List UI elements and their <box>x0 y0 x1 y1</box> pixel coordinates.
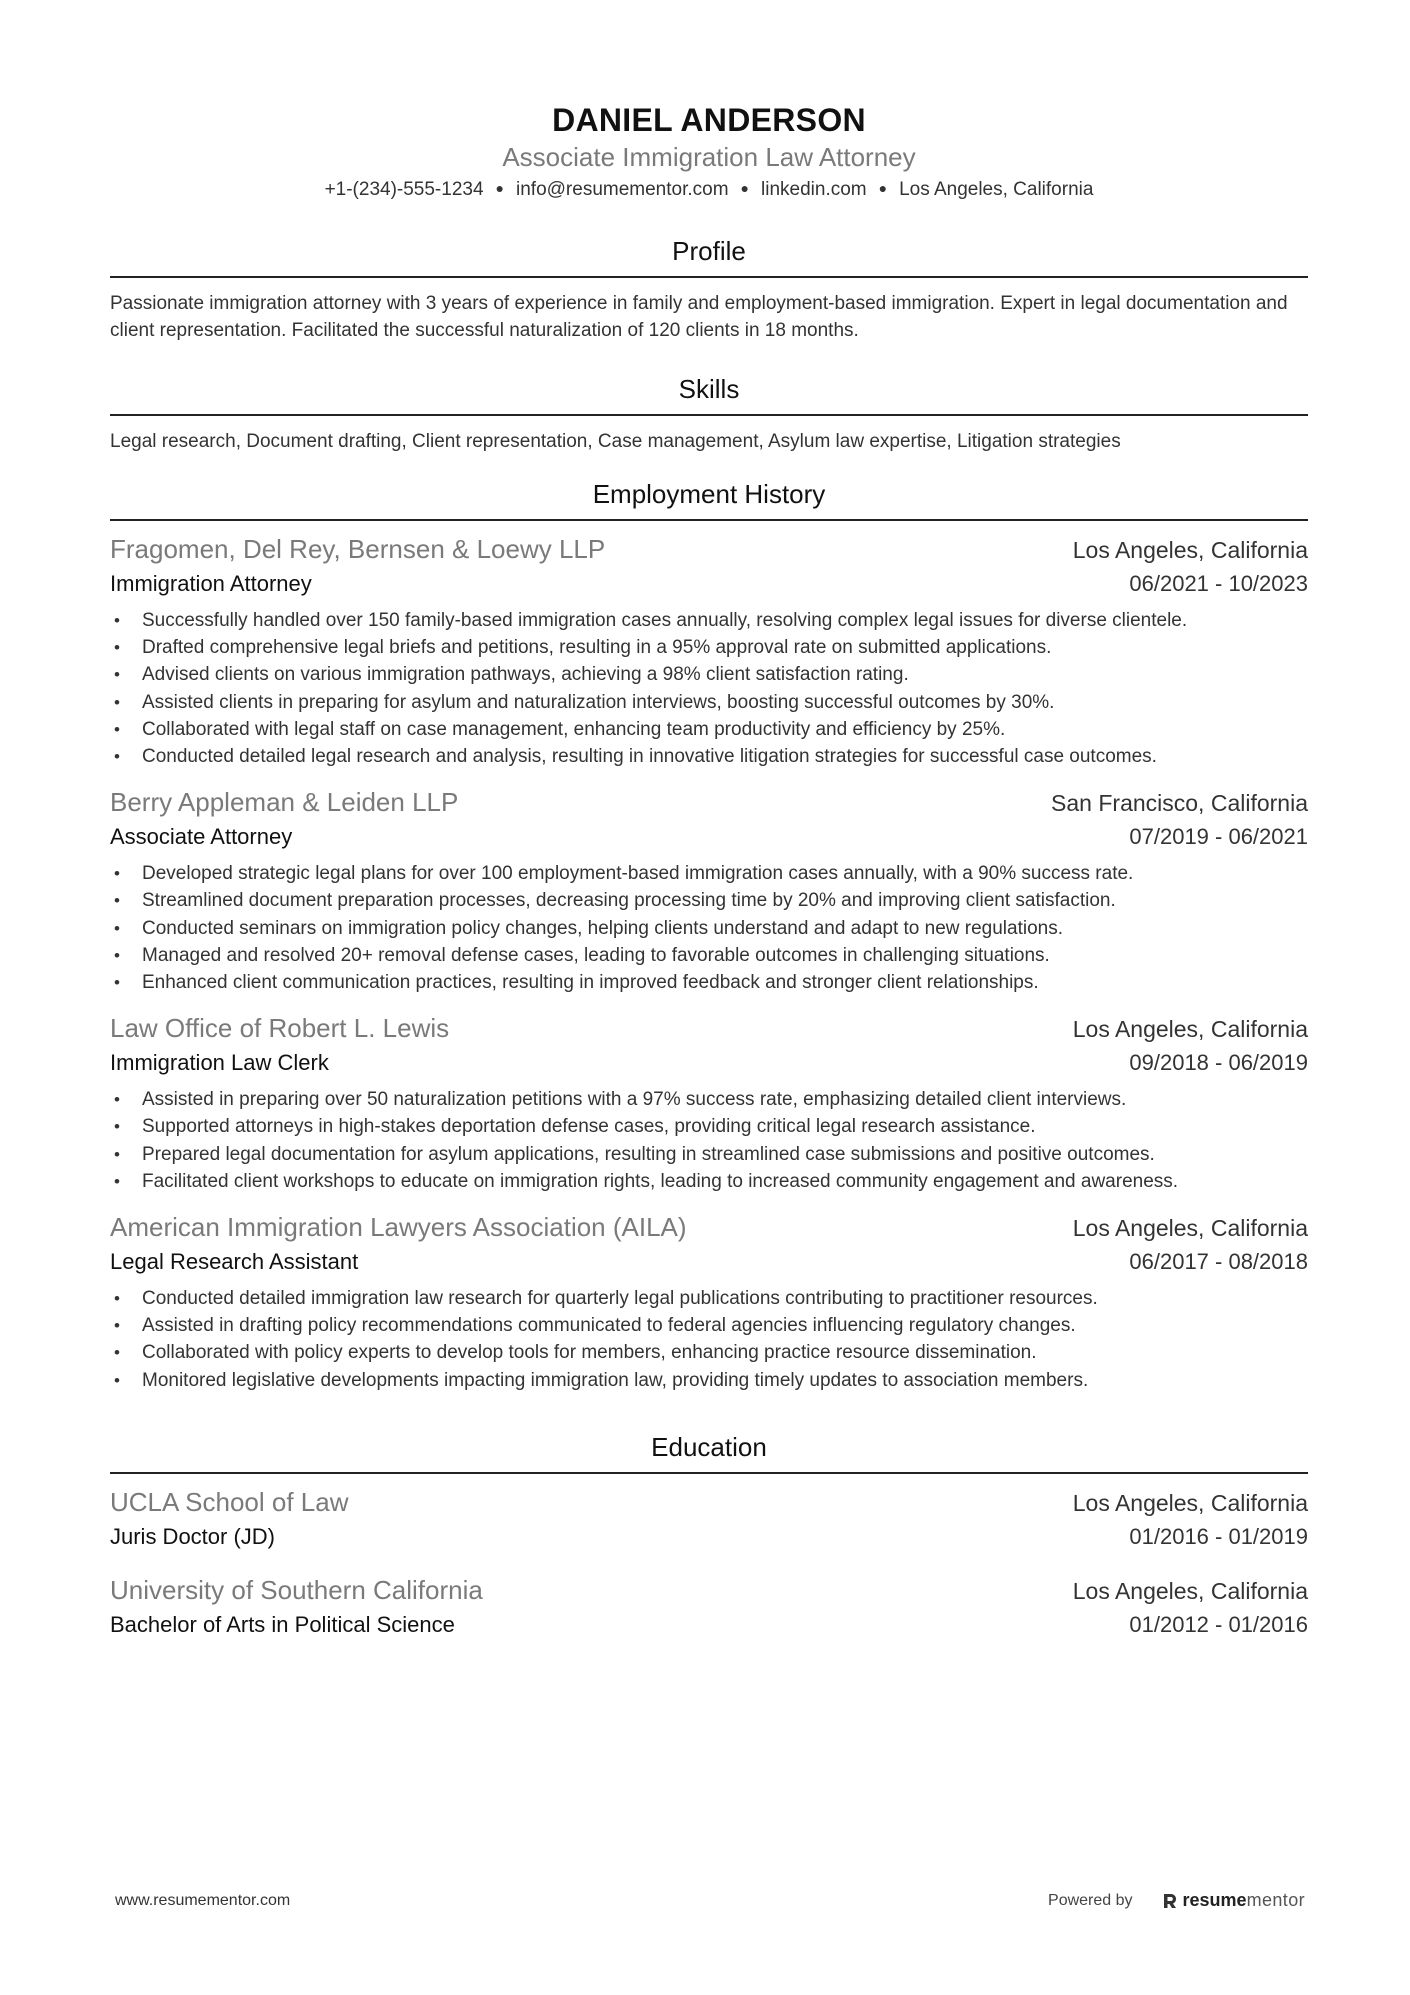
school-name: University of Southern California <box>110 1574 483 1605</box>
section-heading: Employment History <box>110 477 1308 521</box>
powered-by-label: Powered by <box>1048 1891 1133 1909</box>
resumementor-logo-icon <box>1161 1892 1179 1910</box>
education-section <box>110 1430 1308 1642</box>
job-header-row <box>110 1209 1308 1245</box>
contact-email[interactable]: info@resumementor.com <box>516 179 729 200</box>
brand-logo[interactable] <box>1161 1890 1305 1911</box>
skills-text: Legal research, Document drafting, Client representation, Case management, Asylum law expertise, Litigation strategies <box>110 431 1121 452</box>
achievement-item: • Developed strategic legal plans for over 100 employment-based immigration cases annually, with a 90% success rate. <box>110 860 1308 887</box>
job-achievements <box>110 1285 1308 1394</box>
degree-name: Juris Doctor (JD) <box>110 1523 276 1549</box>
bullet-separator: ● <box>495 180 504 196</box>
brand-name-bold: resume <box>1182 1890 1247 1910</box>
job-list <box>110 531 1308 1394</box>
job-role: Immigration Attorney <box>110 571 312 596</box>
candidate-name: DANIEL ANDERSON <box>552 102 866 138</box>
achievement-item: • Successfully handled over 150 family-based immigration cases annually, resolving complex legal issues for diverse clientele. <box>110 607 1308 634</box>
job-employer: Berry Appleman & Leiden LLP <box>110 787 459 818</box>
achievement-item: • Conducted seminars on immigration policy changes, helping clients understand and adapt to new regulations. <box>110 915 1308 942</box>
job-location: Los Angeles, California <box>1072 537 1308 563</box>
job-dates: 07/2019 - 06/2021 <box>1129 824 1308 850</box>
resume-page <box>110 0 1308 1642</box>
job-employer: Fragomen, Del Rey, Bernsen & Loewy LLP <box>110 534 606 564</box>
contact-location: Los Angeles, California <box>899 179 1094 200</box>
section-heading: Skills <box>110 372 1308 416</box>
school-name: UCLA School of Law <box>110 1486 349 1517</box>
contact-phone: +1-(234)-555-1234 <box>324 179 484 200</box>
school-location: Los Angeles, California <box>1072 1489 1308 1516</box>
section-heading: Education <box>110 1430 1308 1474</box>
job-location: Los Angeles, California <box>1072 1016 1308 1043</box>
education-header-row <box>110 1484 1308 1520</box>
achievement-item: • Assisted in drafting policy recommendations communicated to federal agencies influencing regulatory changes. <box>110 1312 1308 1339</box>
achievement-item: • Supported attorneys in high-stakes deportation defense cases, providing critical legal research assistance. <box>110 1113 1308 1140</box>
job-entry <box>110 1010 1308 1195</box>
degree-name: Bachelor of Arts in Political Science <box>110 1611 455 1637</box>
job-header-row <box>110 784 1308 820</box>
education-degree-row <box>110 1608 1308 1642</box>
job-role: Legal Research Assistant <box>110 1249 359 1275</box>
job-employer: Law Office of Robert L. Lewis <box>110 1013 450 1044</box>
footer-website[interactable]: www.resumementor.com <box>115 1892 291 1909</box>
achievement-item: • Conducted detailed legal research and analysis, resulting in innovative litigation strategies for successful case outcomes. <box>110 743 1308 770</box>
achievement-item: • Collaborated with policy experts to develop tools for members, enhancing practice resource dissemination. <box>110 1339 1308 1366</box>
page-footer <box>115 1890 1305 1920</box>
bullet-separator: ● <box>878 180 888 196</box>
job-role-row <box>110 1046 1308 1080</box>
job-achievements <box>110 1086 1308 1195</box>
skills-section <box>110 372 1308 455</box>
achievement-item: • Monitored legislative developments impacting immigration law, providing timely updates to association members. <box>110 1367 1308 1394</box>
job-header-row <box>110 1010 1308 1046</box>
job-dates: 06/2021 - 10/2023 <box>1129 571 1308 596</box>
job-dates: 06/2017 - 08/2018 <box>1129 1249 1308 1275</box>
achievement-item: • Streamlined document preparation processes, decreasing processing time by 20% and improving client satisfaction. <box>110 887 1308 914</box>
profile-text: Passionate immigration attorney with 3 years of experience in family and employment-based immigration. Expert in legal documentation and client representation. Facilitated the successful naturalization of 120 clients in 18 months. <box>110 293 1288 341</box>
job-header-row <box>110 531 1308 567</box>
job-role-row <box>110 820 1308 854</box>
school-location: Los Angeles, California <box>1072 1577 1308 1604</box>
achievement-item: • Assisted in preparing over 50 naturalization petitions with a 97% success rate, emphasizing detailed client interviews. <box>110 1086 1308 1113</box>
job-entry <box>110 784 1308 996</box>
achievement-item: • Facilitated client workshops to educate on immigration rights, leading to increased community engagement and awareness. <box>110 1168 1308 1195</box>
section-heading: Profile <box>110 234 1308 278</box>
job-entry <box>110 1209 1308 1394</box>
brand-name-light: mentor <box>1246 1890 1305 1910</box>
achievement-item: • Assisted clients in preparing for asylum and naturalization interviews, boosting successful outcomes by 30%. <box>110 689 1308 716</box>
achievement-item: • Conducted detailed immigration law research for quarterly legal publications contributing to practitioner resources. <box>110 1285 1308 1312</box>
education-header-row <box>110 1572 1308 1608</box>
achievement-item: • Enhanced client communication practices, resulting in improved feedback and stronger client relationships. <box>110 969 1308 996</box>
job-dates: 09/2018 - 06/2019 <box>1129 1050 1308 1076</box>
job-location: San Francisco, California <box>1051 790 1308 817</box>
contact-linkedin[interactable]: linkedin.com <box>761 179 867 200</box>
education-dates: 01/2016 - 01/2019 <box>1129 1523 1308 1549</box>
education-entry <box>110 1484 1308 1554</box>
resume-header <box>110 0 1308 204</box>
bullet-separator: ● <box>740 180 750 196</box>
job-role-row <box>110 567 1308 601</box>
education-entry <box>110 1572 1308 1642</box>
education-dates: 01/2012 - 01/2016 <box>1129 1611 1308 1637</box>
job-achievements <box>110 607 1308 770</box>
achievement-item: • Prepared legal documentation for asylum applications, resulting in streamlined case submissions and positive outcomes. <box>110 1141 1308 1168</box>
contact-line <box>110 176 1308 204</box>
achievement-item: • Drafted comprehensive legal briefs and petitions, resulting in a 95% approval rate on submitted applications. <box>110 634 1308 661</box>
candidate-title: Associate Immigration Law Attorney <box>502 142 916 172</box>
job-employer: American Immigration Lawyers Association (AILA) <box>110 1212 687 1243</box>
achievement-item: • Managed and resolved 20+ removal defense cases, leading to favorable outcomes in challenging situations. <box>110 942 1308 969</box>
school-list <box>110 1484 1308 1642</box>
job-achievements <box>110 860 1308 996</box>
job-entry <box>110 531 1308 770</box>
achievement-item: • Collaborated with legal staff on case management, enhancing team productivity and efficiency by 25%. <box>110 716 1308 743</box>
achievement-item: • Advised clients on various immigration pathways, achieving a 98% client satisfaction rating. <box>110 661 1308 688</box>
education-degree-row <box>110 1520 1308 1554</box>
job-location: Los Angeles, California <box>1072 1215 1308 1242</box>
job-role-row <box>110 1245 1308 1279</box>
job-role: Immigration Law Clerk <box>110 1050 329 1076</box>
employment-section <box>110 477 1308 1394</box>
job-role: Associate Attorney <box>110 824 293 850</box>
profile-section <box>110 234 1308 344</box>
footer-branding <box>1048 1890 1305 1911</box>
